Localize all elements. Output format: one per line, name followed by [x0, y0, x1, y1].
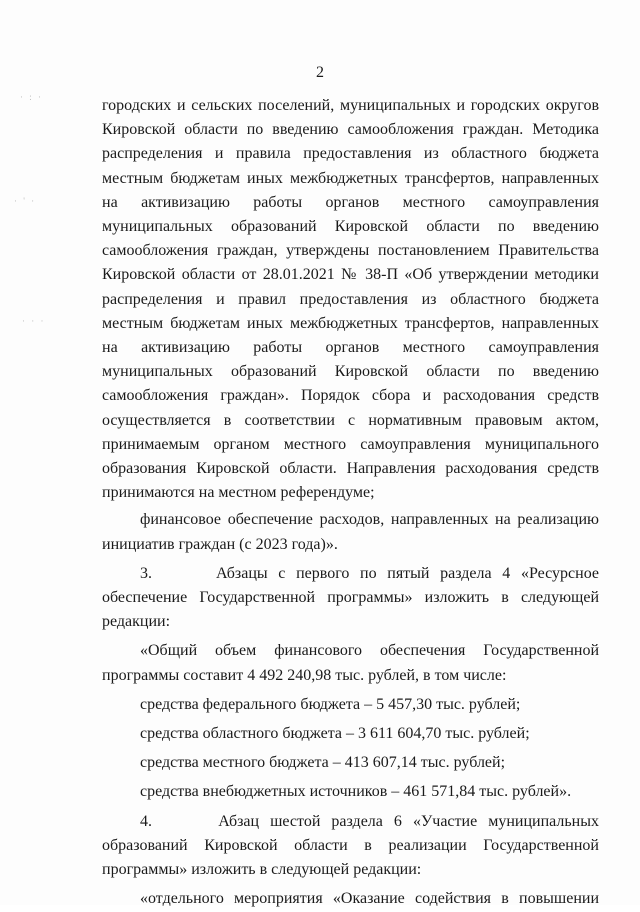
list-item: средства областного бюджета – 3 611 604,70 тыс. рублей;	[140, 725, 530, 743]
scan-artifact: · : ·	[20, 92, 43, 102]
scan-artifact: · · ·	[22, 316, 46, 326]
list-item: средства федерального бюджета – 5 457,30 тыс. рублей;	[140, 695, 521, 713]
paragraph: «отдельного мероприятия «Оказание содействия в повышении	[140, 890, 599, 908]
paragraph: финансовое обеспечение расходов, направленных на реализацию инициатив граждан (с 2023 года)».	[102, 511, 599, 553]
document-body	[102, 94, 599, 912]
numbered-paragraph: 4. Абзац шестой раздела 6 «Участие муниципальных образований Кировской области в реализации Государственной программы» изложить в следующей редакции:	[102, 812, 599, 879]
paragraph: городских и сельских поселений, муниципальных и городских округов Кировской области по введению самообложения граждан. Методика распределения и правила предоставления из областного бюджета местным бюджетам иных межбюджетных трансфертов, направленных на активизацию работы органов местного самоуправления муниципальных образований Кировской области по введению самообложения граждан, утверждены постановлением Правительства Кировской области от 28.01.2021 № 38-П «Об утверждении методики распределения и правил предоставления из областного бюджета местным бюджетам иных межбюджетных трансфертов, направленных на активизацию работы органов местного самоуправления муниципальных образований Кировской области по введению самообложения граждан». Порядок сбора и расходования средств осуществляется в соответствии с нормативным правовым актом, принимаемым органом местного самоуправления муниципального образования Кировской области. Направления расходования средств принимаются на местном референдуме;	[102, 97, 599, 502]
numbered-paragraph: 3. Абзацы с первого по пятый раздела 4 «Ресурсное обеспечение Государственной программы» изложить в следующей редакции:	[102, 564, 599, 631]
scan-artifact: · ' ·	[14, 196, 37, 206]
page-number: 2	[316, 64, 324, 81]
list-item: средства местного бюджета – 413 607,14 тыс. рублей;	[140, 754, 506, 772]
paragraph: «Общий объем финансового обеспечения Государственной программы составит 4 492 240,98 тыс. рублей, в том числе:	[102, 642, 599, 684]
list-item: средства внебюджетных источников – 461 571,84 тыс. рублей».	[140, 783, 572, 801]
